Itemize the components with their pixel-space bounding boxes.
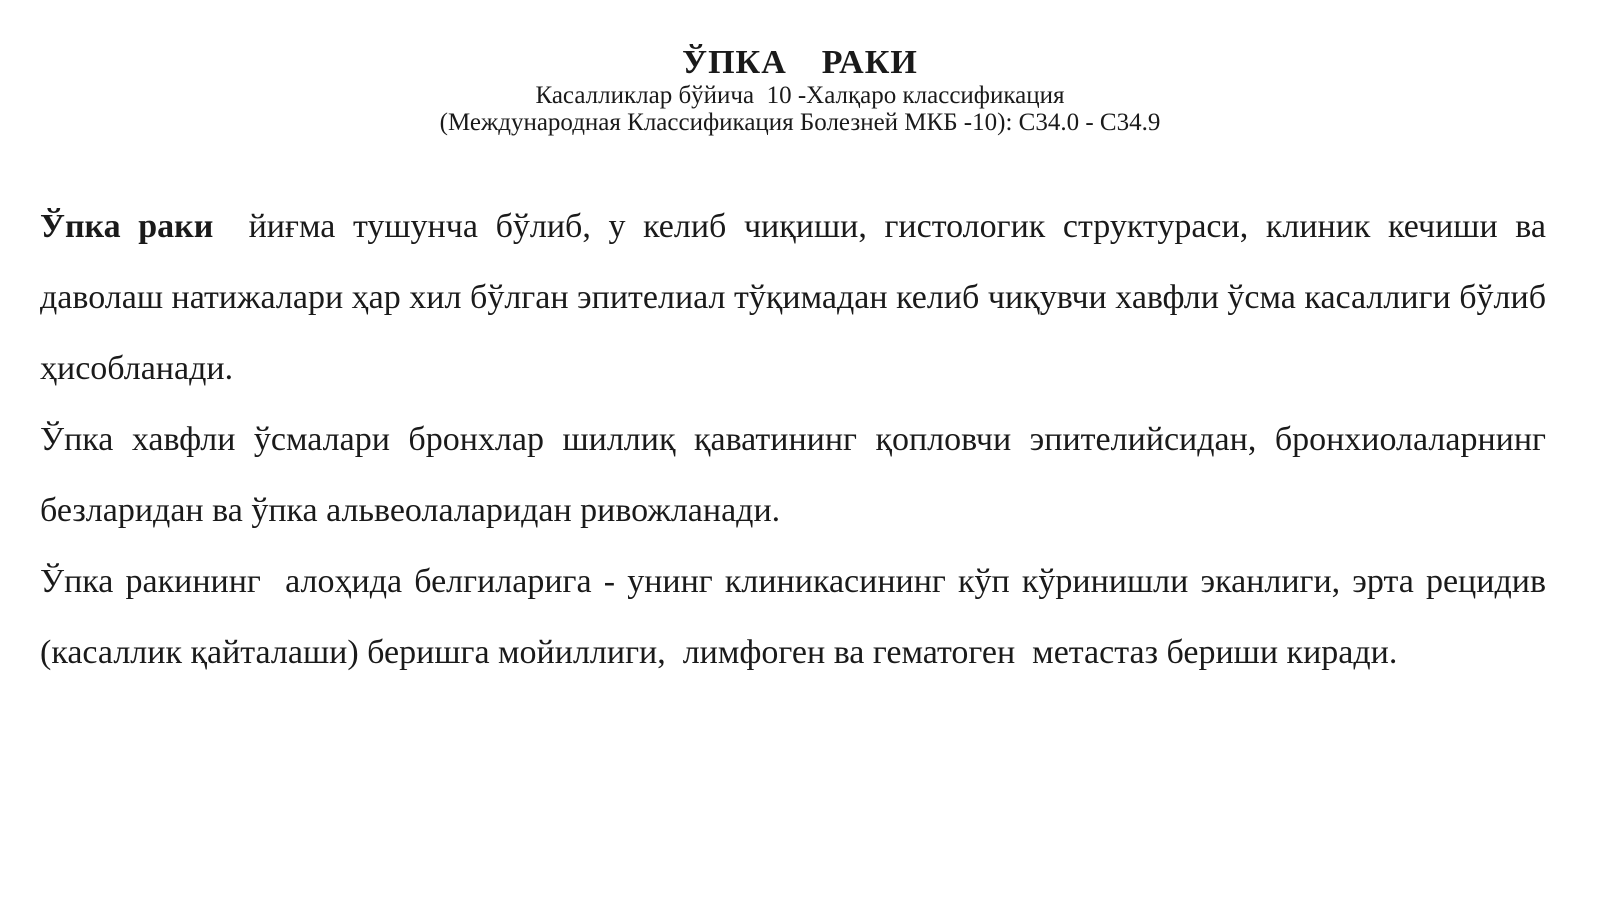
paragraph-origin: Ўпка хавфли ўсмалари бронхлар шиллиқ қаватининг қопловчи эпителийсидан, бронхиолаларнинг безларидан ва ўпка альвеолаларидан ривожланади. — [40, 421, 1546, 529]
slide-title: ЎПКА РАКИ — [682, 44, 918, 81]
definition-text: йиғма тушунча бўлиб, у келиб чиқиши, гистологик структураси, клиник кечиши ва даволаш натижалари ҳар хил бўлган эпителиал тўқимадан келиб чиқувчи хавфли ўсма касаллиги бўлиб ҳисобланади. — [40, 208, 1555, 387]
slide-header — [0, 44, 1600, 136]
paragraph-definition — [40, 191, 1555, 404]
slide-body — [40, 191, 1555, 688]
paragraph-features: Ўпка ракининг алоҳида белгиларига - унинг клиникасининг кўп кўринишли эканлиги, эрта рецидив (касаллик қайталаши) беришга мойиллиги, лимфоген ва гематоген метастаз бериши киради. — [40, 563, 1555, 671]
defined-term: Ўпка раки — [40, 208, 214, 245]
slide-subtitle-line-2: (Международная Классификация Болезней МКБ -10): С34.0 - С34.9 — [439, 109, 1161, 136]
slide-subtitle-line-1: Касалликлар бўйича 10 -Халқаро классификация — [535, 82, 1065, 109]
